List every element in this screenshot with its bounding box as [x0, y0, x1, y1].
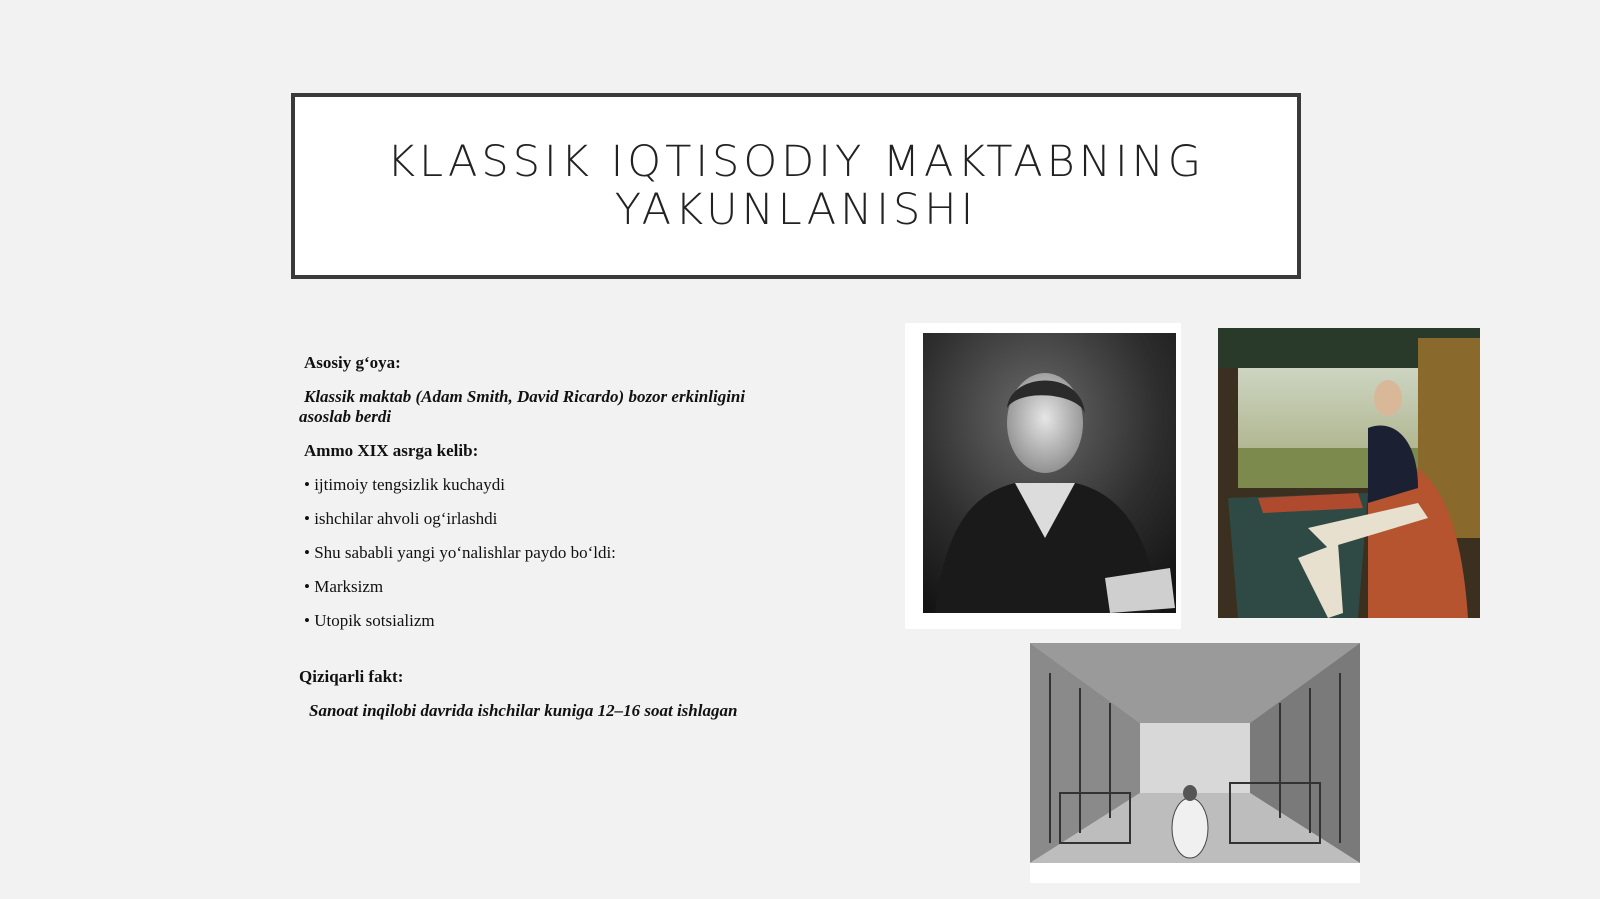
slide-body	[299, 353, 824, 735]
bullet-item: • Marksizm	[304, 577, 384, 596]
heading-19th-century: Ammo XIX asrga kelib:	[304, 441, 479, 460]
bullet-item: • ijtimoiy tengsizlik kuchaydi	[304, 475, 505, 494]
portrait-image-2	[1218, 328, 1480, 618]
heading-fun-fact: Qiziqarli fakt:	[299, 667, 404, 686]
slide-title: KLASSIK IQTISODIY MAKTABNING YAKUNLANISHI	[386, 137, 1206, 235]
heading-main-idea: Asosiy g‘oya:	[304, 353, 401, 372]
italic-main-idea: Klassik maktab (Adam Smith, David Ricardo) bozor erkinligini asoslab berdi	[299, 387, 746, 426]
factory-image	[1030, 643, 1360, 883]
bullet-item: • Utopik sotsializm	[304, 611, 435, 630]
portrait-image-1	[905, 323, 1181, 629]
bullet-item: • Shu sababli yangi yo‘nalishlar paydo bo‘ldi:	[304, 543, 616, 562]
bullet-item: • ishchilar ahvoli og‘irlashdi	[304, 509, 498, 528]
slide-title-box	[291, 93, 1301, 279]
italic-fun-fact: Sanoat inqilobi davrida ishchilar kuniga 12–16 soat ishlagan	[309, 701, 738, 720]
